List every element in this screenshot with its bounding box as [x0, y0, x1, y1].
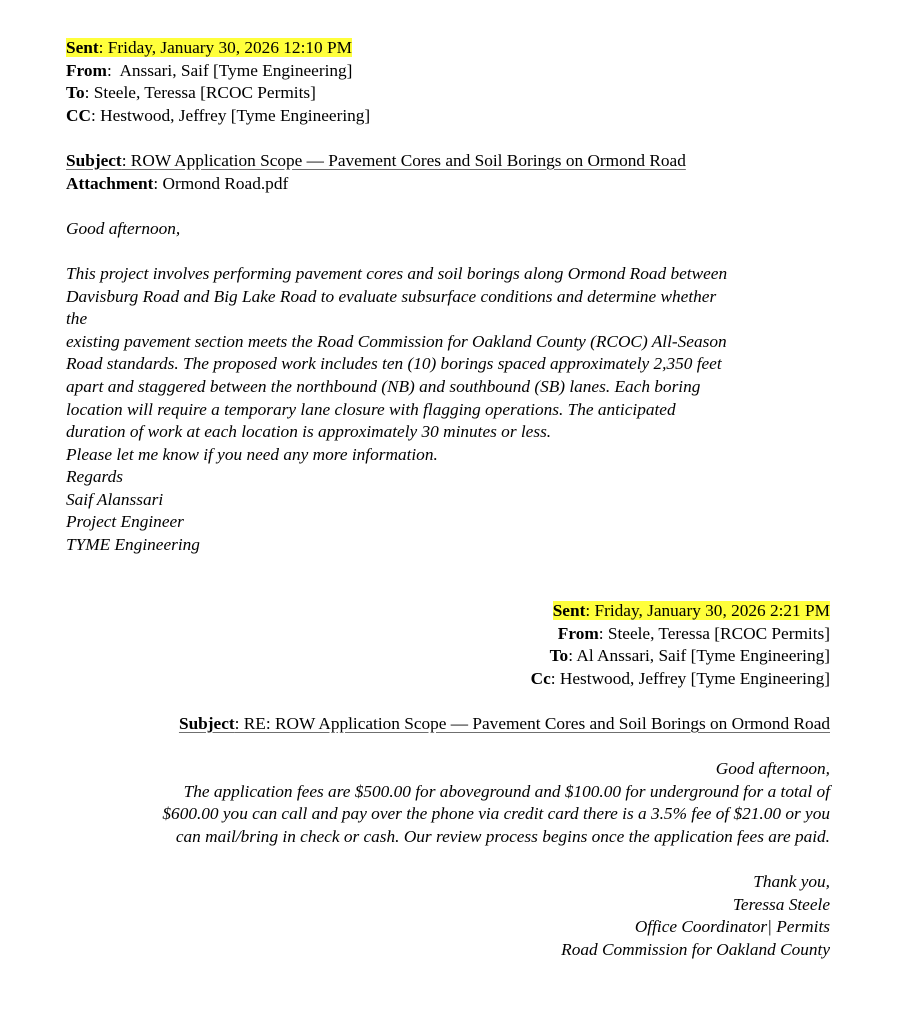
body-line: $600.00 you can call and pay over the phone via credit card there is a 3.5% fee of $21.00 or you [162, 804, 830, 824]
body-line: apart and staggered between the northbound (NB) and southbound (SB) lanes. Each boring [66, 376, 701, 396]
greeting: Good afternoon, [715, 759, 830, 779]
signature-line: Regards [66, 467, 123, 487]
body-line: Davisburg Road and Big Lake Road to evaluate subsurface conditions and determine whether [66, 286, 717, 306]
cc-label: CC [66, 105, 91, 125]
email-body [66, 263, 727, 557]
signature-company: TYME Engineering [66, 535, 200, 555]
email-message-original [66, 37, 727, 557]
body-line: duration of work at each location is approximately 30 minutes or less. [66, 422, 552, 442]
greeting: Good afternoon, [66, 218, 181, 238]
email-headers [162, 600, 830, 690]
from-value: : Anssari, Saif [Tyme Engineering] [106, 60, 353, 80]
signature-block [162, 871, 830, 961]
to-value: : Steele, Teressa [RCOC Permits] [84, 83, 316, 103]
signature-title: Project Engineer [66, 512, 184, 532]
body-line: Please let me know if you need any more information. [66, 444, 438, 464]
to-label: To [66, 83, 85, 103]
to-row [66, 82, 727, 105]
sent-row [66, 37, 727, 60]
subject-row [66, 150, 727, 173]
subject-underlined [179, 714, 830, 733]
sent-value: : Friday, January 30, 2026 12:10 PM [98, 38, 352, 57]
from-row [162, 623, 830, 646]
sent-value: : Friday, January 30, 2026 2:21 PM [585, 601, 830, 620]
subject-underlined [66, 151, 686, 170]
signature-title: Office Coordinator| Permits [634, 917, 830, 937]
attachment-label: Attachment [66, 173, 154, 193]
subject-label: Subject [178, 713, 235, 733]
cc-value: : Hestwood, Jeffrey [Tyme Engineering] [90, 105, 371, 125]
attachment-value[interactable]: : Ormond Road.pdf [153, 173, 289, 193]
email-headers [66, 37, 727, 127]
body-line: existing pavement section meets the Road Commission for Oakland County (RCOC) All-Season [66, 331, 727, 351]
body-line: can mail/bring in check or cash. Our review process begins once the application fees are paid. [175, 826, 830, 846]
body-line: the [66, 309, 88, 329]
subject-block [162, 713, 830, 736]
subject-row [162, 713, 830, 736]
sent-label: Sent [552, 601, 586, 620]
subject-value: : ROW Application Scope — Pavement Cores and Soil Borings on Ormond Road [121, 150, 686, 170]
signature-name: Teressa Steele [732, 894, 830, 914]
signature-name: Saif Alanssari [66, 489, 164, 509]
attachment-row [66, 173, 727, 196]
body-line: location will require a temporary lane closure with flagging operations. The anticipated [66, 399, 676, 419]
cc-row [66, 105, 727, 128]
from-label: From [66, 60, 107, 80]
subject-value: : RE: ROW Application Scope — Pavement Cores and Soil Borings on Ormond Road [234, 713, 830, 733]
cc-label: Cc [530, 668, 551, 688]
cc-value: : Hestwood, Jeffrey [Tyme Engineering] [550, 668, 830, 688]
to-value: : Al Anssari, Saif [Tyme Engineering] [568, 646, 830, 666]
signature-organization: Road Commission for Oakland County [561, 939, 830, 959]
from-label: From [557, 623, 599, 643]
cc-row [162, 668, 830, 691]
email-body [162, 781, 830, 849]
subject-label: Subject [66, 150, 122, 170]
sent-row [162, 600, 830, 623]
body-line: Road standards. The proposed work includes ten (10) borings spaced approximately 2,350 feet [66, 354, 722, 374]
sent-label: Sent [66, 38, 99, 57]
body-line: The application fees are $500.00 for aboveground and $100.00 for underground for a total of [183, 781, 830, 801]
sent-highlight [553, 601, 830, 620]
signoff-line: Thank you, [753, 872, 830, 892]
subject-block [66, 150, 727, 195]
body-line: This project involves performing pavement cores and soil borings along Ormond Road between [66, 263, 728, 283]
sent-highlight [66, 38, 352, 57]
to-row [162, 645, 830, 668]
from-row [66, 60, 727, 83]
email-message-reply [162, 600, 830, 962]
from-value: : Steele, Teressa [RCOC Permits] [598, 623, 830, 643]
to-label: To [549, 646, 569, 666]
